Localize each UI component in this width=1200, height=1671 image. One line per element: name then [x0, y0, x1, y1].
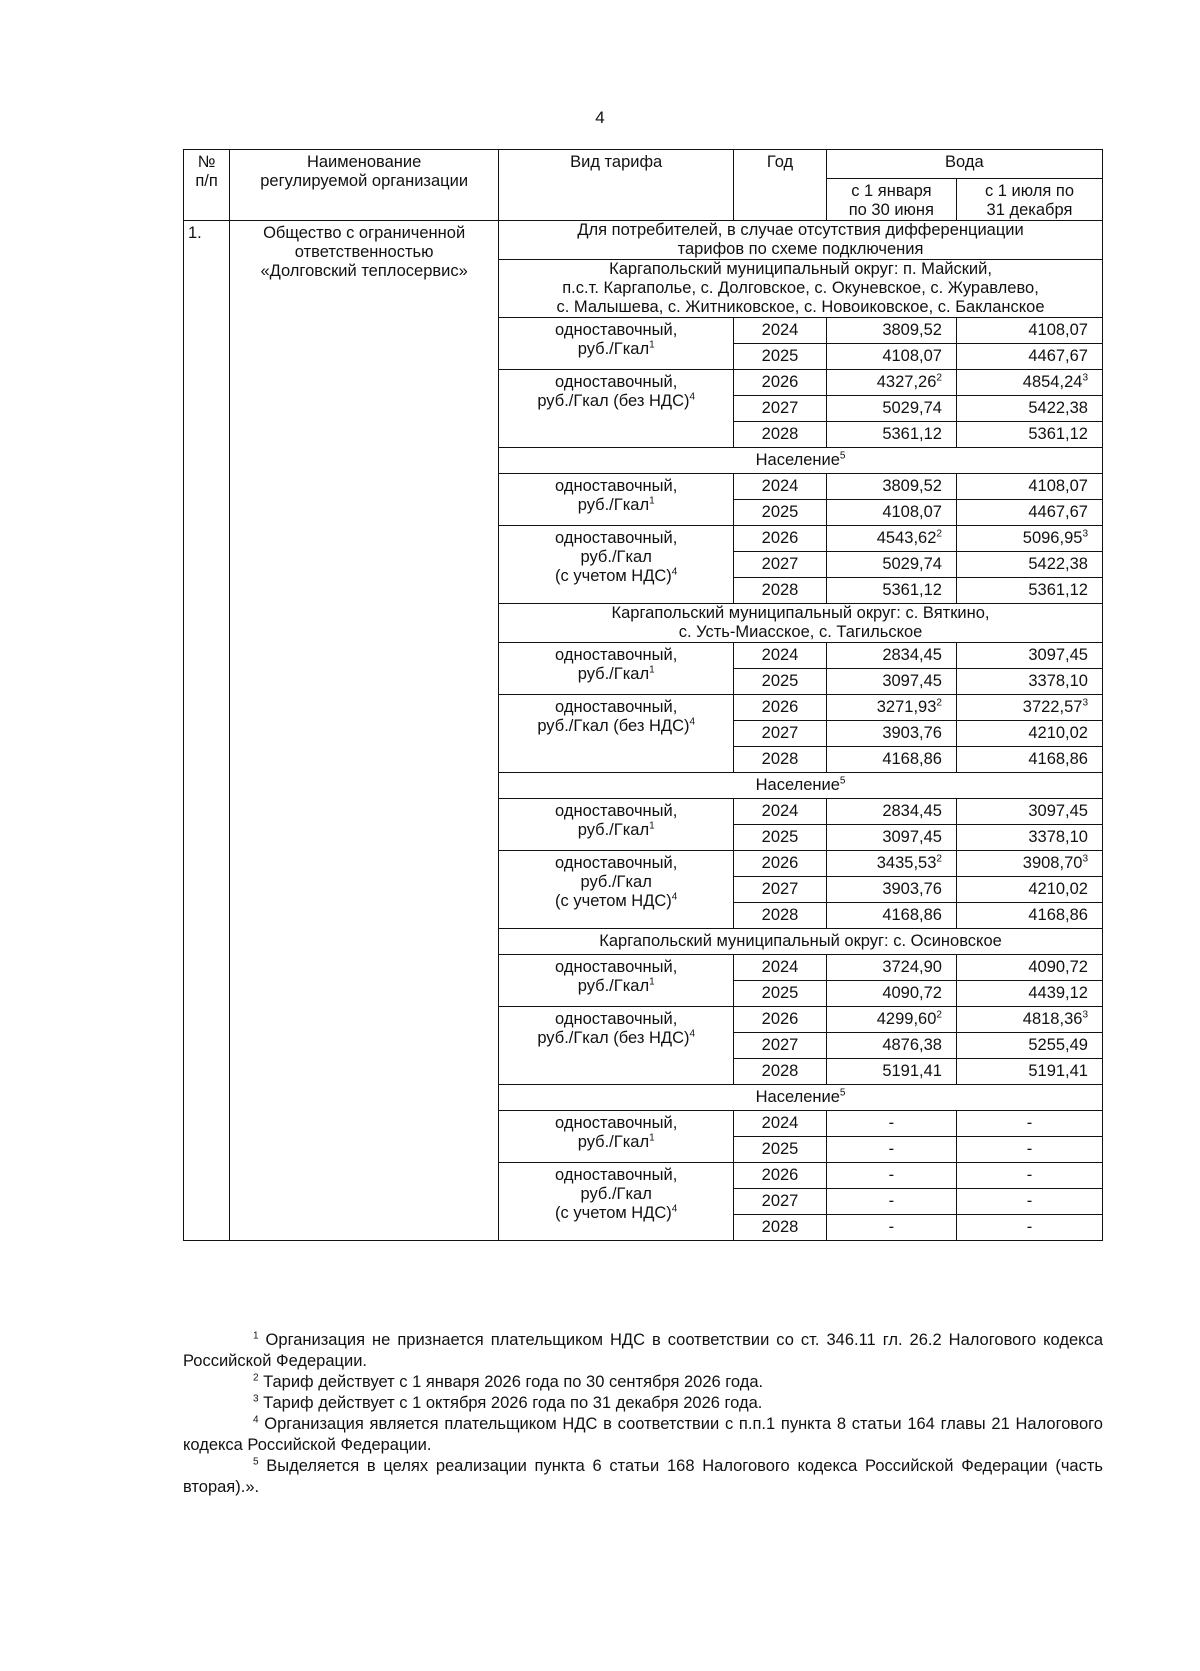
tariff-type-cell: одноставочный, руб./Гкал$^1$: [499, 799, 734, 851]
year-cell: 2027: [734, 552, 826, 578]
footnote-text: Тариф действует с 1 октября 2026 года по 31 декабря 2026 года.: [258, 1394, 763, 1412]
consumers-intro: Для потребителей, в случае отсутствия дифференциации тарифов по схеме подключения: [499, 221, 1103, 260]
footnote-marker: 1: [649, 495, 655, 507]
zone-title: Каргапольский муниципальный округ: с. Осиновское: [499, 929, 1103, 955]
footnote-marker: 1: [649, 664, 655, 676]
value-jan-jun: 4168,86: [826, 747, 956, 773]
year-cell: 2026: [734, 695, 826, 721]
footnote-marker: 1: [649, 820, 655, 832]
value-jul-dec: 4108,07: [956, 318, 1102, 344]
footnote-marker: 3: [1082, 372, 1088, 384]
tariff-type-cell: одноставочный, руб./Гкал$^1$: [499, 643, 734, 695]
tariff-type-cell: одноставочный, руб./Гкал$^1$: [499, 318, 734, 370]
footnote-text: Выделяется в целях реализации пункта 6 статьи 168 Налогового кодекса Российской Федерации (часть вторая).».: [183, 1457, 1103, 1496]
header-period-2: с 1 июля по 31 декабря: [956, 179, 1102, 221]
tariff-table: [183, 149, 1103, 1241]
year-cell: 2025: [734, 981, 826, 1007]
value-jan-jun: -: [826, 1111, 956, 1137]
tariff-table-body: [184, 221, 1103, 1241]
value-jul-dec: 4467,67: [956, 500, 1102, 526]
year-cell: 2028: [734, 1059, 826, 1085]
value-jan-jun: 5361,12: [826, 422, 956, 448]
header-organization: Наименование регулируемой организации: [230, 150, 499, 221]
value-jul-dec: 3378,10: [956, 669, 1102, 695]
value-jul-dec: 4467,67: [956, 344, 1102, 370]
year-cell: 2025: [734, 500, 826, 526]
year-cell: 2028: [734, 578, 826, 604]
footnote-marker: 1: [649, 1132, 655, 1144]
value-jul-dec: 4168,86: [956, 747, 1102, 773]
footnotes: [183, 1330, 1103, 1498]
value-jul-dec: 3378,10: [956, 825, 1102, 851]
value-jul-dec: 5361,12: [956, 578, 1102, 604]
footnote-marker: 4: [689, 1028, 696, 1040]
value-jan-jun: -: [826, 1189, 956, 1215]
year-cell: 2024: [734, 955, 826, 981]
header-year: Год: [734, 150, 826, 221]
year-cell: 2027: [734, 1189, 826, 1215]
organization-name: Общество с ограниченной ответственностью «Долговский теплосервис»: [230, 221, 499, 1241]
footnote-marker: 2: [936, 372, 942, 384]
footnote-marker: 3: [1082, 528, 1088, 540]
footnote-marker: 1: [649, 976, 655, 988]
header-number: № п/п: [184, 150, 230, 221]
value-jul-dec: -: [956, 1215, 1102, 1241]
year-cell: 2028: [734, 1215, 826, 1241]
value-jan-jun: -: [826, 1215, 956, 1241]
tariff-type-cell: одноставочный, руб./Гкал$^1$: [499, 1111, 734, 1163]
year-cell: 2024: [734, 799, 826, 825]
value-jan-jun: 4108,07: [826, 344, 956, 370]
footnote-marker: 2: [936, 853, 942, 865]
footnote-number: 5: [253, 1456, 259, 1468]
footnote-marker: 1: [649, 339, 655, 351]
value-jan-jun: 5191,41: [826, 1059, 956, 1085]
year-cell: 2026: [734, 526, 826, 552]
value-jan-jun: 3435,53$^2$: [826, 851, 956, 877]
value-jul-dec: -: [956, 1137, 1102, 1163]
footnote-marker: 4: [671, 1203, 678, 1215]
value-jan-jun: -: [826, 1137, 956, 1163]
header-tariff-type: Вид тарифа: [499, 150, 734, 221]
tariff-type-cell: одноставочный, руб./Гкал (с учетом НДС)$^4$: [499, 1163, 734, 1241]
value-jan-jun: 4108,07: [826, 500, 956, 526]
footnote: [183, 1414, 1103, 1456]
value-jul-dec: 4168,86: [956, 903, 1102, 929]
value-jan-jun: 3271,93$^2$: [826, 695, 956, 721]
tariff-type-cell: одноставочный, руб./Гкал (с учетом НДС)$^4$: [499, 526, 734, 604]
footnote: [183, 1393, 1103, 1414]
footnote-marker: 3: [1082, 697, 1088, 709]
value-jul-dec: 4090,72: [956, 955, 1102, 981]
value-jan-jun: 3097,45: [826, 825, 956, 851]
footnote-marker: 4: [671, 891, 678, 903]
value-jan-jun: 3724,90: [826, 955, 956, 981]
value-jan-jun: 4876,38: [826, 1033, 956, 1059]
year-cell: 2026: [734, 851, 826, 877]
value-jan-jun: 3097,45: [826, 669, 956, 695]
value-jan-jun: -: [826, 1163, 956, 1189]
value-jan-jun: 4543,62$^2$: [826, 526, 956, 552]
table-row: [184, 221, 1103, 260]
zone-title: Каргапольский муниципальный округ: п. Майский, п.с.т. Каргаполье, с. Долговское, с. Окуневское, с. Журавлево, с. Малышева, с. Житниковское, с. Новоиковское, с. Бакланское: [499, 260, 1103, 318]
year-cell: 2025: [734, 825, 826, 851]
value-jul-dec: 5422,38: [956, 396, 1102, 422]
footnote: [183, 1330, 1103, 1372]
value-jul-dec: -: [956, 1189, 1102, 1215]
year-cell: 2028: [734, 422, 826, 448]
population-header: Население$^5$: [499, 448, 1103, 474]
value-jan-jun: 2834,45: [826, 799, 956, 825]
value-jul-dec: 4210,02: [956, 721, 1102, 747]
footnote-marker: 4: [671, 566, 678, 578]
value-jan-jun: 5361,12: [826, 578, 956, 604]
footnote-text: Тариф действует с 1 января 2026 года по 30 сентября 2026 года.: [258, 1373, 764, 1391]
year-cell: 2027: [734, 721, 826, 747]
value-jan-jun: 4090,72: [826, 981, 956, 1007]
value-jul-dec: -: [956, 1163, 1102, 1189]
value-jan-jun: 4327,26$^2$: [826, 370, 956, 396]
footnote-number: 1: [253, 1330, 259, 1342]
value-jul-dec: 3097,45: [956, 643, 1102, 669]
header-period-1: с 1 января по 30 июня: [826, 179, 956, 221]
year-cell: 2026: [734, 1163, 826, 1189]
footnote: [183, 1372, 1103, 1393]
tariff-type-cell: одноставочный, руб./Гкал$^1$: [499, 474, 734, 526]
value-jan-jun: 3809,52: [826, 474, 956, 500]
tariff-type-cell: одноставочный, руб./Гкал (без НДС)$^4$: [499, 695, 734, 773]
tariff-type-cell: одноставочный, руб./Гкал$^1$: [499, 955, 734, 1007]
year-cell: 2024: [734, 1111, 826, 1137]
value-jan-jun: 4168,86: [826, 903, 956, 929]
value-jan-jun: 3903,76: [826, 721, 956, 747]
value-jul-dec: 4818,36$^3$: [956, 1007, 1102, 1033]
year-cell: 2024: [734, 318, 826, 344]
footnote-text: Организация является плательщиком НДС в соответствии с п.п.1 пункта 8 статьи 164 главы 21 Налогового кодекса Российской Федерации.: [183, 1415, 1103, 1454]
value-jul-dec: -: [956, 1111, 1102, 1137]
value-jul-dec: 5191,41: [956, 1059, 1102, 1085]
population-header: Население$^5$: [499, 773, 1103, 799]
footnote-number: 3: [253, 1393, 259, 1405]
year-cell: 2028: [734, 747, 826, 773]
year-cell: 2024: [734, 643, 826, 669]
value-jan-jun: 5029,74: [826, 552, 956, 578]
value-jan-jun: 3809,52: [826, 318, 956, 344]
footnote: [183, 1456, 1103, 1498]
tariff-type-cell: одноставочный, руб./Гкал (с учетом НДС)$^4$: [499, 851, 734, 929]
footnote-marker: 2: [936, 1009, 942, 1021]
value-jul-dec: 5361,12: [956, 422, 1102, 448]
page-number: 4: [595, 108, 605, 127]
year-cell: 2026: [734, 1007, 826, 1033]
value-jan-jun: 5029,74: [826, 396, 956, 422]
year-cell: 2027: [734, 877, 826, 903]
value-jul-dec: 4210,02: [956, 877, 1102, 903]
footnote-marker: 5: [839, 775, 846, 787]
zone-title: Каргапольский муниципальный округ: с. Вяткино, с. Усть-Миасское, с. Тагильское: [499, 604, 1103, 643]
year-cell: 2027: [734, 396, 826, 422]
value-jan-jun: 4299,60$^2$: [826, 1007, 956, 1033]
tariff-type-cell: одноставочный, руб./Гкал (без НДС)$^4$: [499, 1007, 734, 1085]
row-number: 1.: [184, 221, 230, 1241]
value-jul-dec: 4439,12: [956, 981, 1102, 1007]
year-cell: 2025: [734, 344, 826, 370]
footnote-marker: 2: [936, 528, 942, 540]
year-cell: 2024: [734, 474, 826, 500]
header-water: Вода: [826, 150, 1102, 179]
footnote-marker: 4: [689, 391, 696, 403]
value-jul-dec: 5096,95$^3$: [956, 526, 1102, 552]
year-cell: 2026: [734, 370, 826, 396]
year-cell: 2028: [734, 903, 826, 929]
value-jul-dec: 3097,45: [956, 799, 1102, 825]
footnote-marker: 3: [1082, 853, 1088, 865]
year-cell: 2027: [734, 1033, 826, 1059]
population-header: Население$^5$: [499, 1085, 1103, 1111]
value-jul-dec: 3908,70$^3$: [956, 851, 1102, 877]
footnote-marker: 4: [689, 716, 696, 728]
value-jan-jun: 2834,45: [826, 643, 956, 669]
value-jul-dec: 4108,07: [956, 474, 1102, 500]
footnote-text: Организация не признается плательщиком НДС в соответствии со ст. 346.11 гл. 26.2 Налогового кодекса Российской Федерации.: [183, 1331, 1103, 1370]
value-jan-jun: 3903,76: [826, 877, 956, 903]
value-jul-dec: 4854,24$^3$: [956, 370, 1102, 396]
year-cell: 2025: [734, 1137, 826, 1163]
footnote-marker: 3: [1082, 1009, 1088, 1021]
year-cell: 2025: [734, 669, 826, 695]
footnote-marker: 2: [936, 697, 942, 709]
value-jul-dec: 3722,57$^3$: [956, 695, 1102, 721]
footnote-number: 2: [253, 1372, 259, 1384]
value-jul-dec: 5422,38: [956, 552, 1102, 578]
footnote-marker: 5: [839, 1087, 846, 1099]
footnote-number: 4: [253, 1414, 259, 1426]
footnote-marker: 5: [839, 450, 846, 462]
value-jul-dec: 5255,49: [956, 1033, 1102, 1059]
tariff-type-cell: одноставочный, руб./Гкал (без НДС)$^4$: [499, 370, 734, 448]
